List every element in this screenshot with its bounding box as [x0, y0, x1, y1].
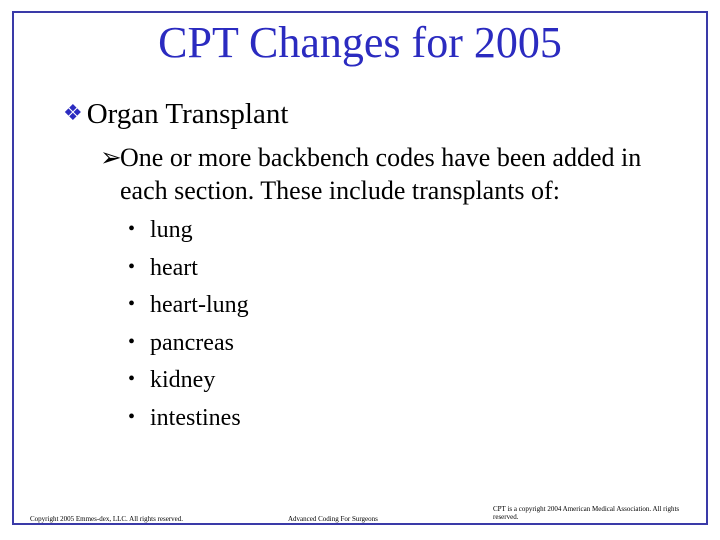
dot-bullet-icon: • [128, 293, 136, 315]
slide-title: CPT Changes for 2005 [158, 18, 562, 67]
list-item [128, 250, 249, 288]
transplant-list [128, 212, 249, 437]
level1-text: Organ Transplant [86, 98, 289, 130]
list-item-text: heart-lung [150, 292, 249, 318]
list-item [128, 325, 249, 363]
list-item [128, 362, 249, 400]
list-item-text: intestines [150, 404, 241, 431]
list-item-text: pancreas [150, 329, 234, 356]
level2-bullet [100, 141, 680, 207]
list-item-text: lung [150, 217, 193, 243]
list-item-text: kidney [150, 367, 216, 393]
slide-border [12, 11, 708, 525]
list-item [128, 212, 249, 250]
list-item-text: heart [150, 254, 198, 281]
list-item [128, 400, 249, 438]
dot-bullet-icon: • [128, 218, 136, 240]
level1-bullet [63, 96, 288, 134]
dot-bullet-icon: • [128, 255, 136, 278]
dot-bullet-icon: • [128, 330, 136, 353]
arrow-bullet-icon: ➢ [100, 143, 122, 172]
dot-bullet-icon: • [128, 368, 136, 390]
footer-copyright: Copyright 2005 Emmes-dex, LLC. All rights reserved. [30, 515, 184, 523]
level2-text: One or more backbench codes have been added in each section. These include transplants of: [120, 143, 642, 205]
dot-bullet-icon: • [128, 405, 136, 428]
footer-course-title: Advanced Coding For Surgeons [288, 515, 378, 523]
list-item [128, 287, 249, 325]
footer-cpt-notice: CPT is a copyright 2004 American Medical Association. All rights reserved. [493, 505, 680, 521]
diamond-bullet-icon: ❖ [63, 100, 83, 125]
